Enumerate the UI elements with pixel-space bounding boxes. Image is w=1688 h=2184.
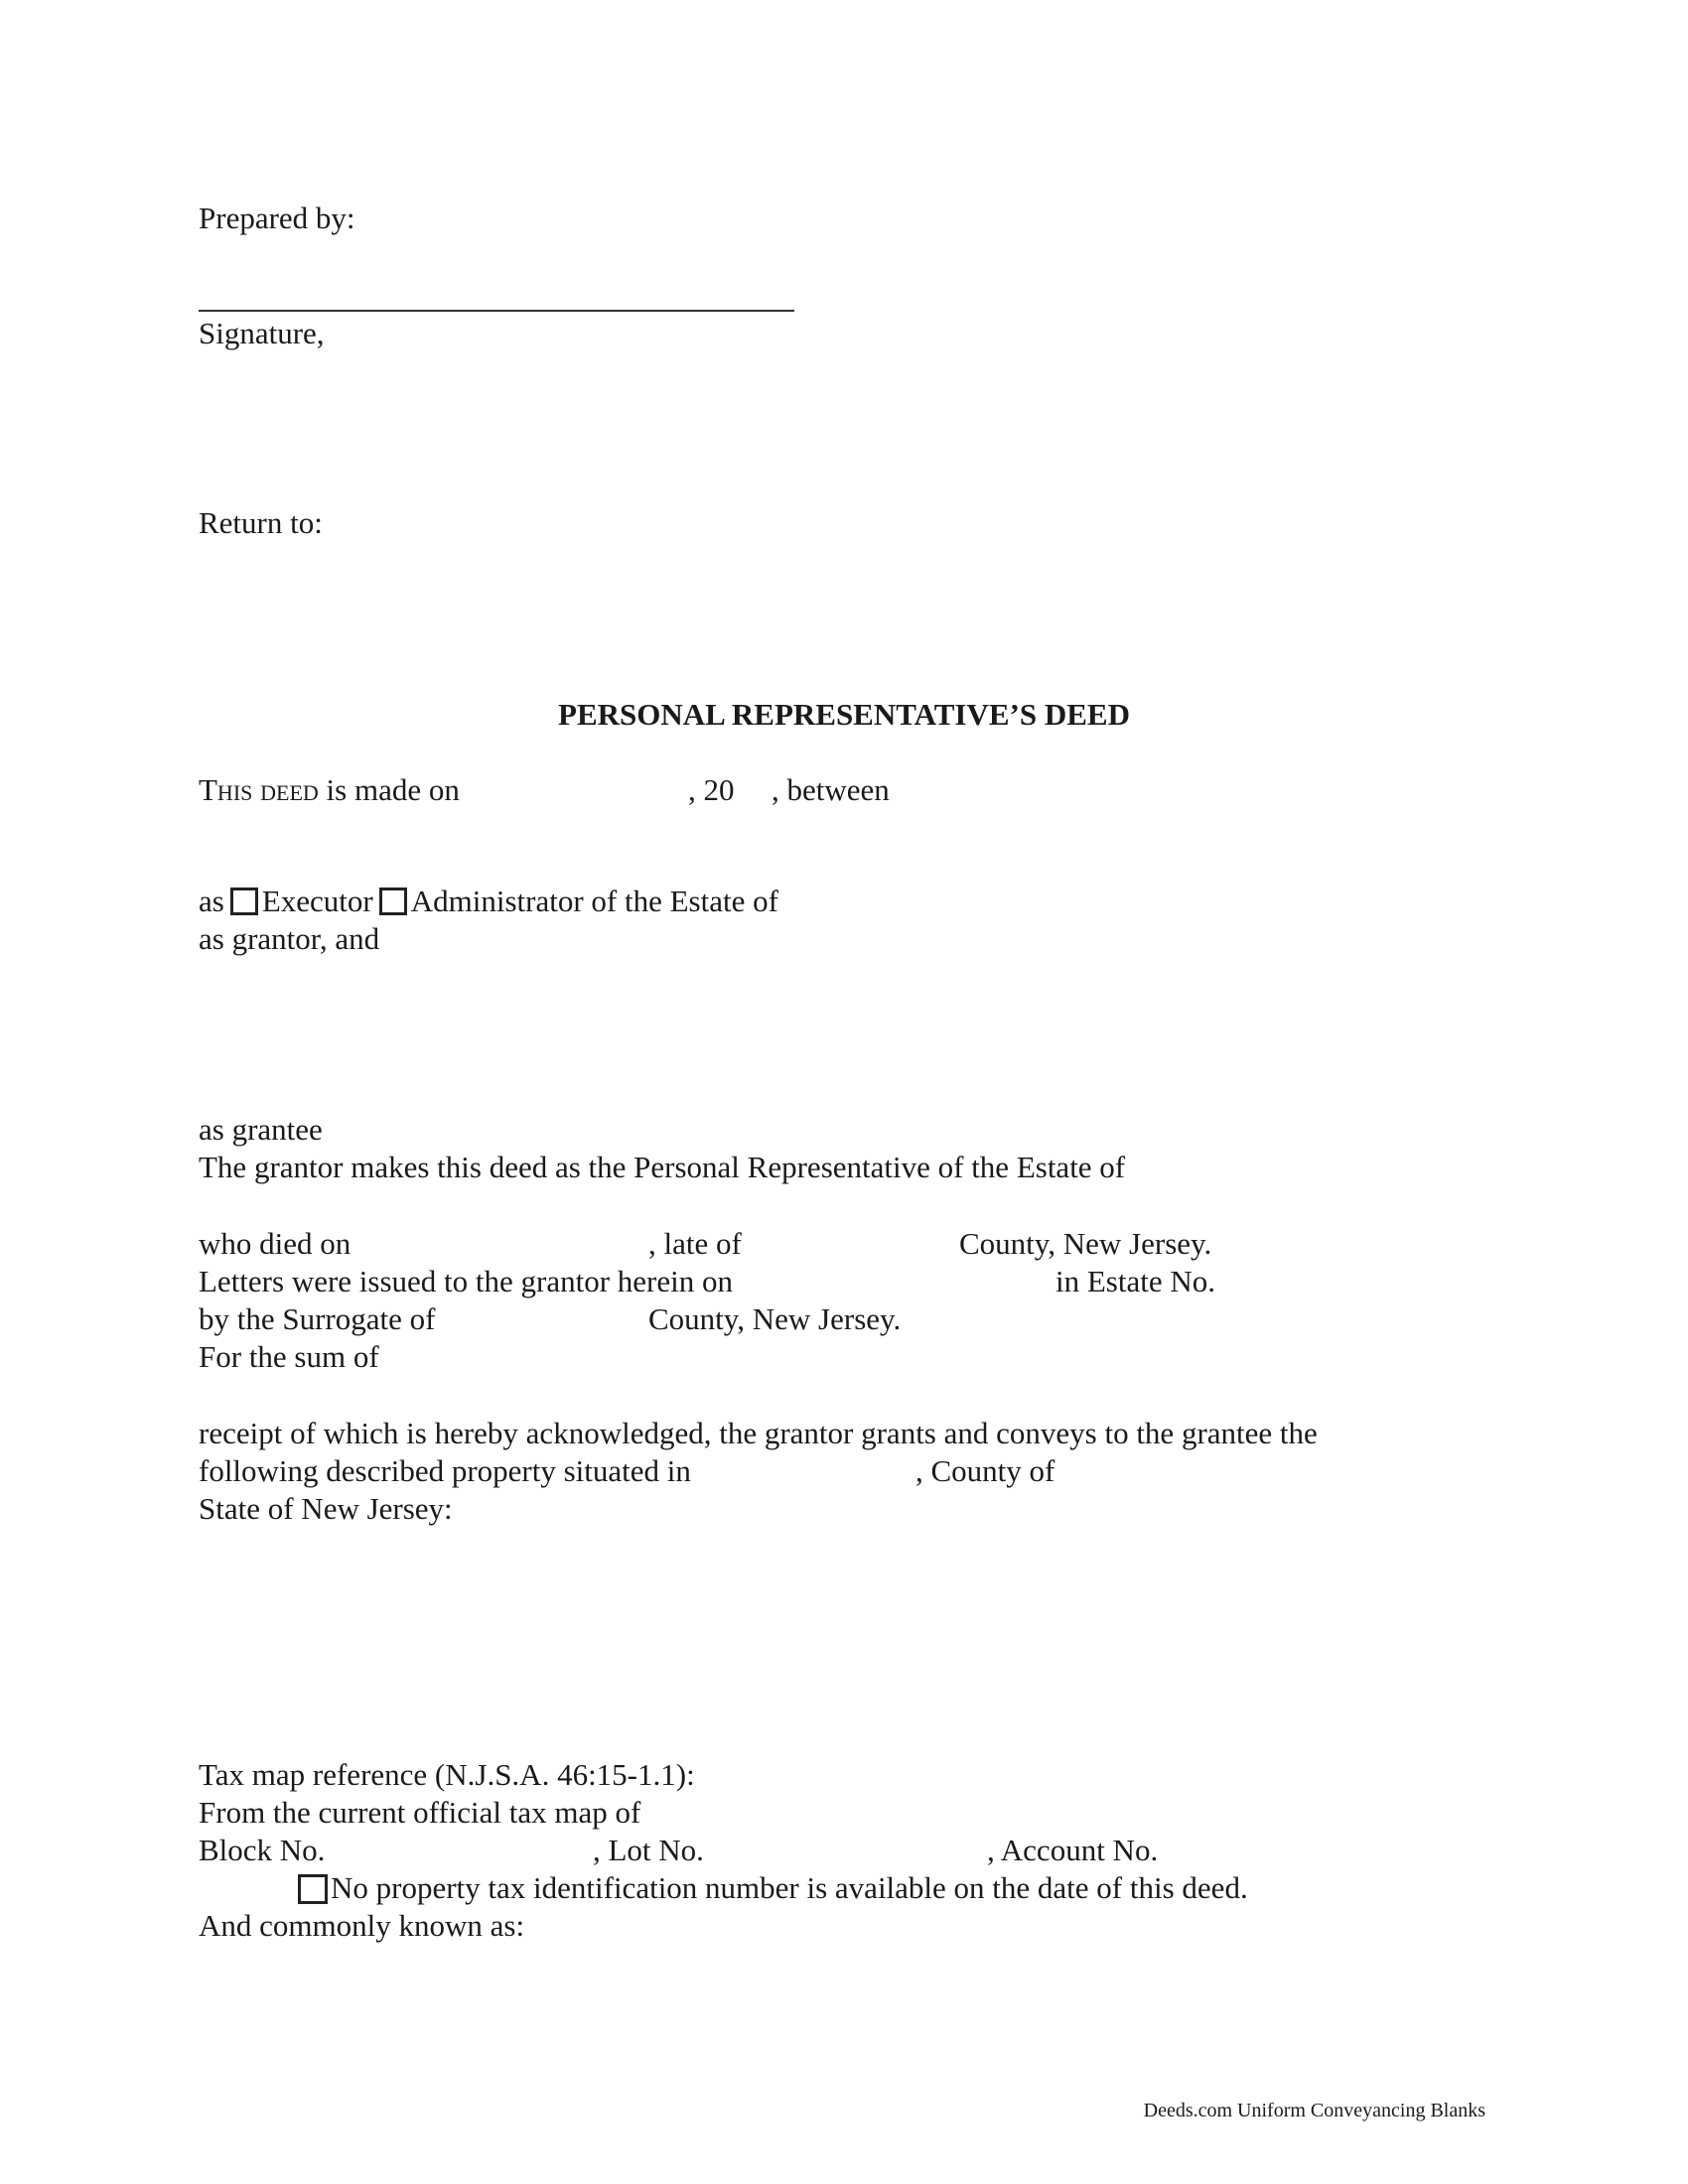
between-text: , between bbox=[772, 772, 890, 807]
no-tax-id-checkbox[interactable] bbox=[298, 1874, 328, 1904]
administrator-label: Administrator of the Estate of bbox=[410, 884, 778, 918]
block-no-text: Block No. bbox=[199, 1833, 326, 1867]
county-nj-text-2: County, New Jersey. bbox=[648, 1301, 902, 1336]
return-to-label: Return to: bbox=[199, 505, 323, 540]
no-tax-id-text: No property tax identification number is available on the date of this deed. bbox=[331, 1870, 1248, 1905]
document-title: PERSONAL REPRESENTATIVE’S DEED bbox=[558, 697, 1130, 732]
county-of-text: , County of bbox=[915, 1453, 1055, 1488]
as-grantee-text: as grantee bbox=[199, 1112, 323, 1147]
who-died-on-text: who died on bbox=[199, 1226, 352, 1261]
footer-text: Deeds.com Uniform Conveyancing Blanks bbox=[1143, 2100, 1485, 2121]
tax-map-reference: Tax map reference (N.J.S.A. 46:15-1.1): bbox=[199, 1757, 695, 1792]
letters-issued-text: Letters were issued to the grantor herein on bbox=[199, 1264, 734, 1298]
conveyance-line-2: following described property situated in bbox=[199, 1453, 691, 1488]
signature-label: Signature, bbox=[199, 316, 325, 350]
current-tax-map-text: From the current official tax map of bbox=[199, 1795, 641, 1830]
year-text: , 20 bbox=[688, 772, 735, 807]
account-no-text: , Account No. bbox=[987, 1833, 1159, 1867]
late-of-text: , late of bbox=[648, 1226, 742, 1261]
administrator-checkbox[interactable] bbox=[379, 887, 407, 915]
commonly-known-text: And commonly known as: bbox=[199, 1908, 525, 1943]
this-deed-text: This deed bbox=[199, 772, 319, 807]
county-nj-text-1: County, New Jersey. bbox=[959, 1226, 1212, 1261]
sum-of-text: For the sum of bbox=[199, 1339, 379, 1374]
executor-label: Executor bbox=[261, 884, 373, 918]
lot-no-text: , Lot No. bbox=[593, 1833, 704, 1867]
as-text: as bbox=[199, 884, 224, 918]
as-grantor-text: as grantor, and bbox=[199, 921, 380, 956]
conveyance-line-3: State of New Jersey: bbox=[199, 1491, 453, 1526]
surrogate-text: by the Surrogate of bbox=[199, 1301, 436, 1336]
signature-line bbox=[199, 310, 794, 312]
prepared-by-label: Prepared by: bbox=[199, 201, 355, 235]
made-on-text: is made on bbox=[326, 772, 460, 807]
estate-no-text: in Estate No. bbox=[1055, 1264, 1215, 1298]
grantor-statement: The grantor makes this deed as the Personal Representative of the Estate of bbox=[199, 1150, 1126, 1184]
intro-line bbox=[199, 773, 460, 807]
capacity-line bbox=[199, 885, 778, 918]
conveyance-line-1: receipt of which is hereby acknowledged, the grantor grants and conveys to the grantee the bbox=[199, 1416, 1318, 1450]
executor-checkbox[interactable] bbox=[230, 887, 258, 915]
